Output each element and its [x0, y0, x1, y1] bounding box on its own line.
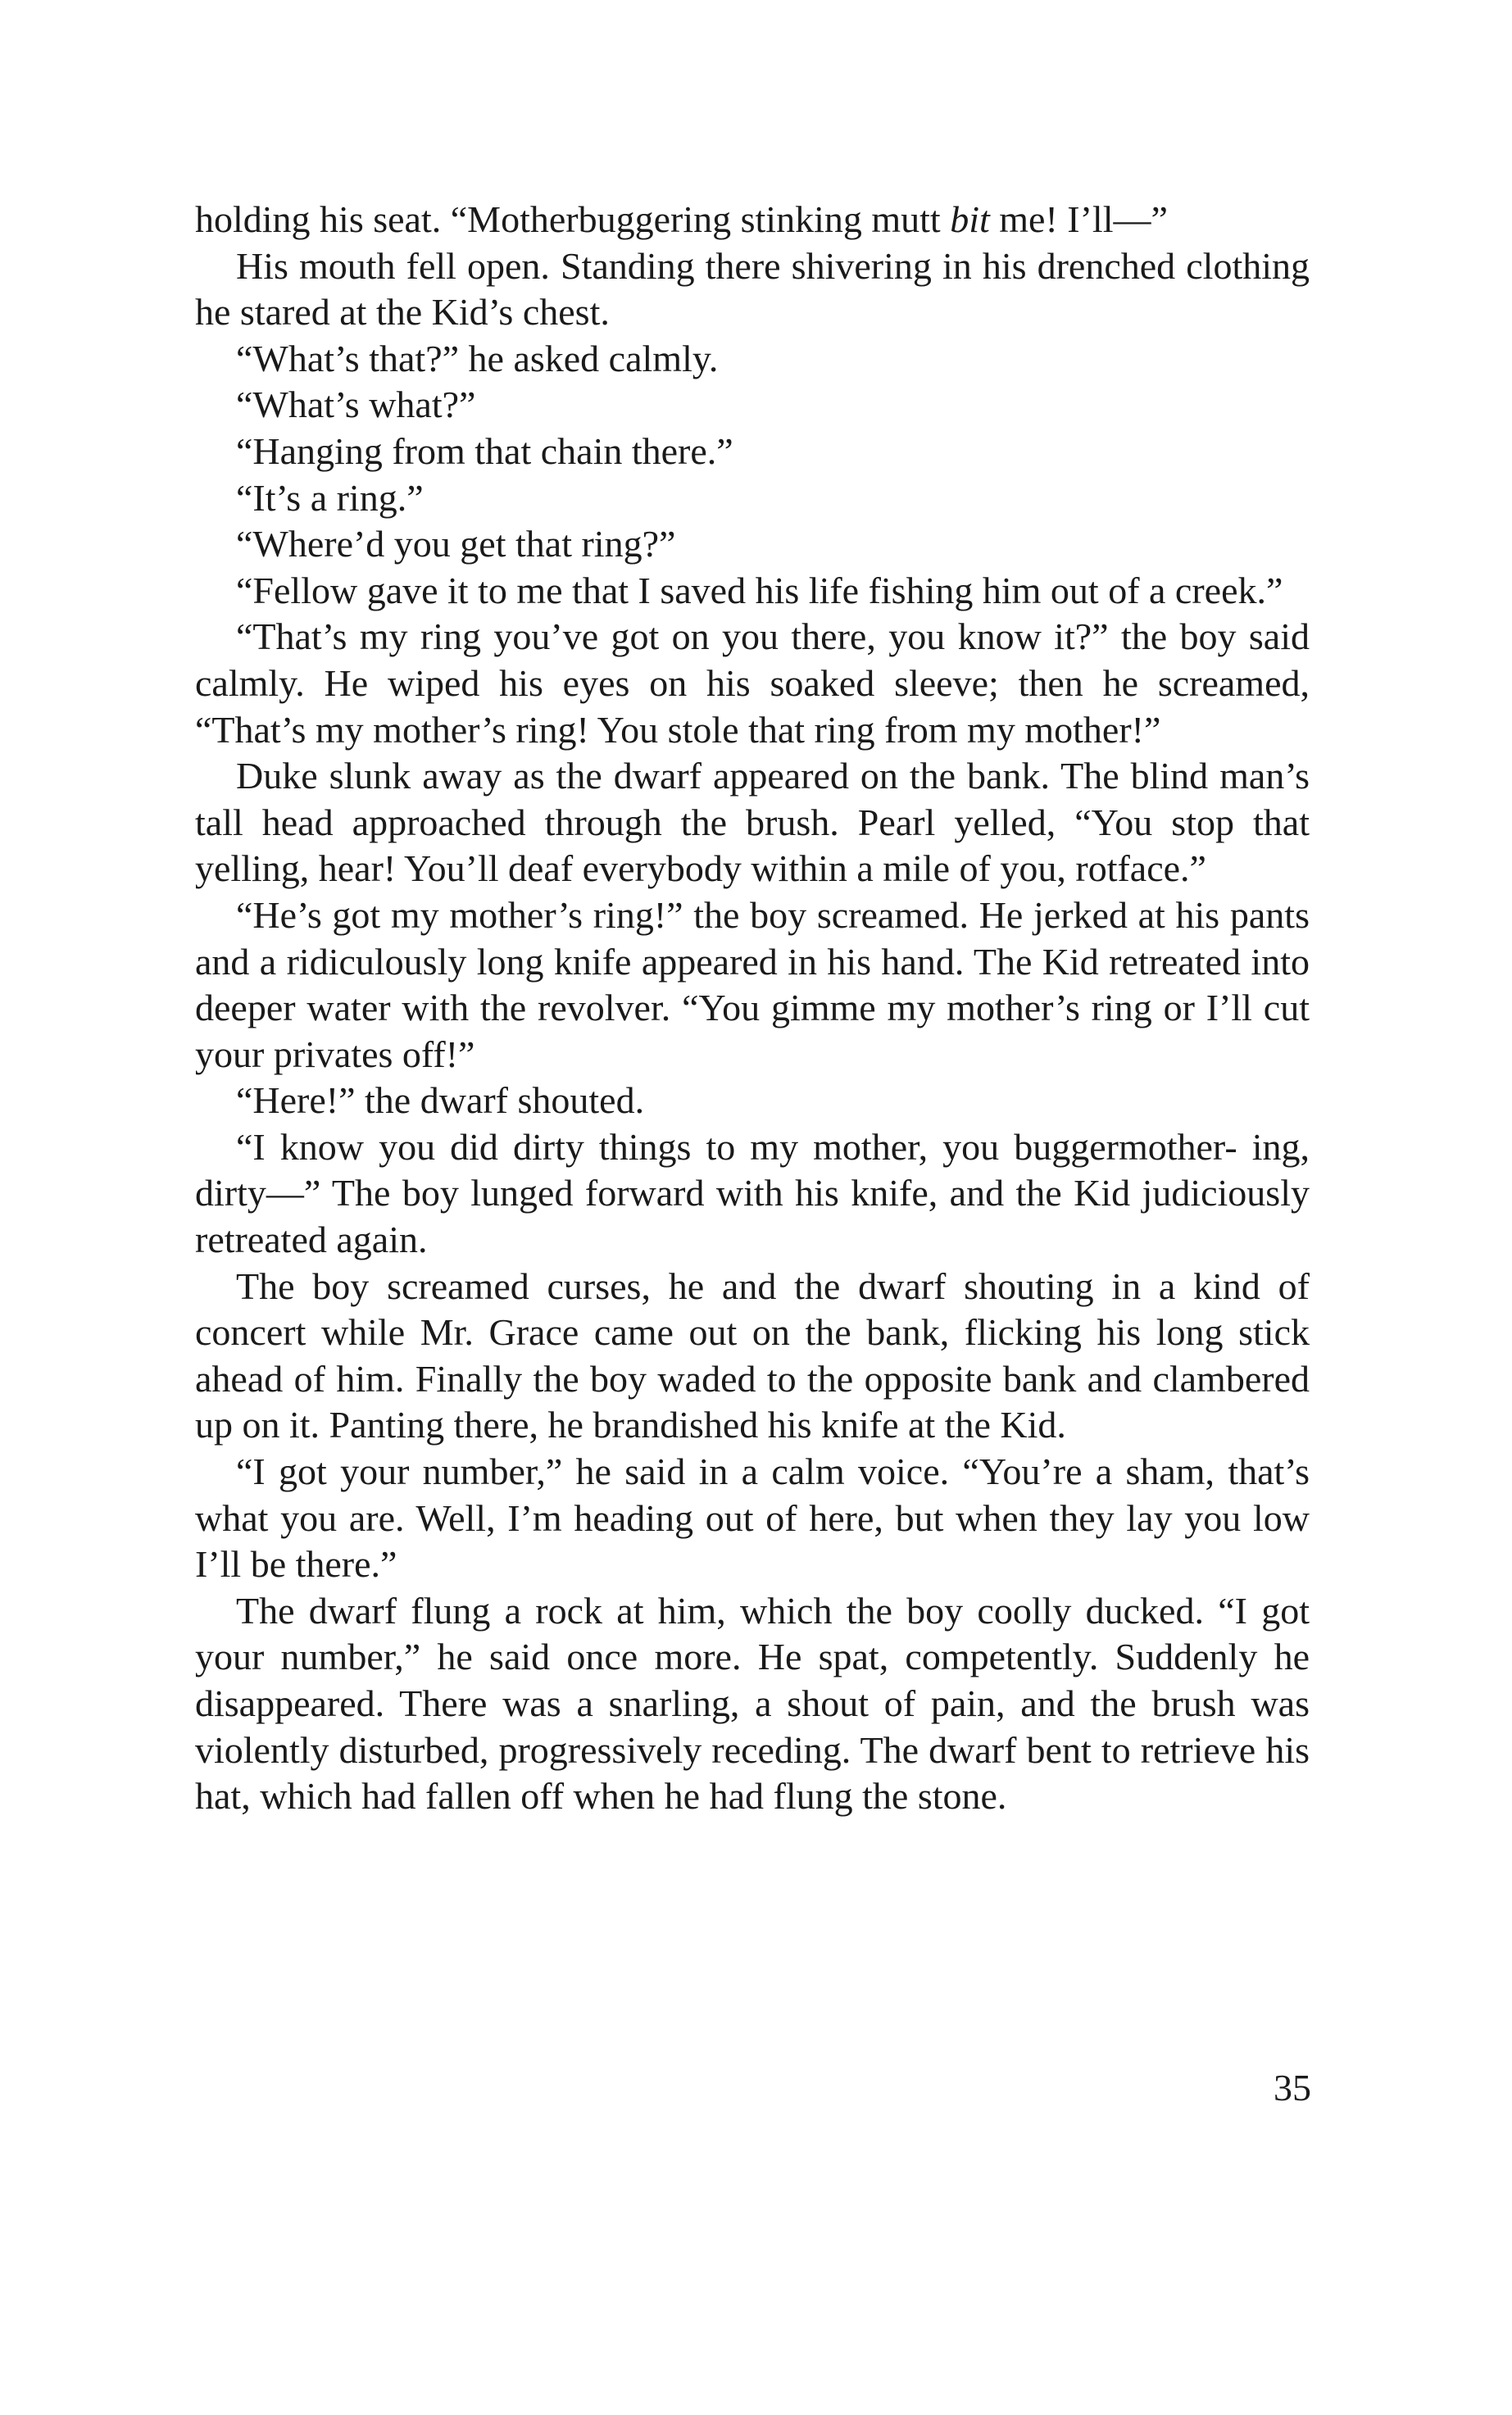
page-number: 35 — [1274, 2067, 1311, 2109]
paragraph: “He’s got my mother’s ring!” the boy screamed. He jerked at his pants and a ridiculously long knife appeared in his hand. The Kid retreated into deeper water with the revolver. “You gimme my mother’s ring or I’ll cut your privates off!” — [195, 893, 1310, 1075]
paragraph: His mouth fell open. Standing there shivering in his drenched clothing he stared at the Kid’s chest. — [195, 244, 1310, 334]
paragraph: The boy screamed curses, he and the dwarf shouting in a kind of concert while Mr. Grace came out on the bank, flicking his long stick ahead of him. Finally the boy waded to the opposite bank and clambered up on it. Panting there, he brandished his knife at the Kid. — [195, 1264, 1310, 1446]
paragraph: “I know you did dirty things to my mother, you buggermother- ing, dirty—” The boy lunged forward with his knife, and the Kid judiciously retreated again. — [195, 1125, 1310, 1261]
paragraph: “Where’d you get that ring?” — [236, 523, 676, 565]
body-text — [195, 197, 1310, 1820]
paragraph: Duke slunk away as the dwarf appeared on the bank. The blind man’s tall head approached through the brush. Pearl yelled, “You stop that yelling, hear! You’ll deaf everybody within a mile of you, rotface.” — [195, 755, 1310, 890]
emphasized-word: bit — [950, 198, 990, 240]
paragraph: “Hanging from that chain there.” — [236, 429, 733, 472]
paragraph: “Fellow gave it to me that I saved his life fishing him out of a creek.” — [236, 569, 1283, 611]
paragraph: “It’s a ring.” — [236, 476, 424, 519]
paragraph: “What’s what?” — [236, 384, 476, 426]
paragraph: The dwarf flung a rock at him, which the boy coolly ducked. “I got your number,” he said once more. He spat, competently. Suddenly he disappeared. There was a snarling, a shout of pain, and the brush was violently disturbed, progressively receding. The dwarf bent to retrieve his hat, which had fallen off when he had flung the stone. — [195, 1589, 1310, 1818]
paragraph-text: holding his seat. “Motherbuggering stinking mutt — [195, 198, 951, 240]
paragraph: “What’s that?” he asked calmly. — [236, 337, 719, 379]
paragraph — [195, 197, 1310, 243]
paragraph: “I got your number,” he said in a calm voice. “You’re a sham, that’s what you are. Well, I’m heading out of here, but when they lay you low I’ll be there.” — [195, 1450, 1310, 1586]
paragraph: “That’s my ring you’ve got on you there, you know it?” the boy said calmly. He wiped his eyes on his soaked sleeve; then he screamed, “That’s my mother’s ring! You stole that ring from my mother!” — [195, 615, 1310, 751]
paragraph-text: me! I’ll—” — [989, 198, 1168, 240]
paragraph: “Here!” the dwarf shouted. — [236, 1079, 645, 1122]
